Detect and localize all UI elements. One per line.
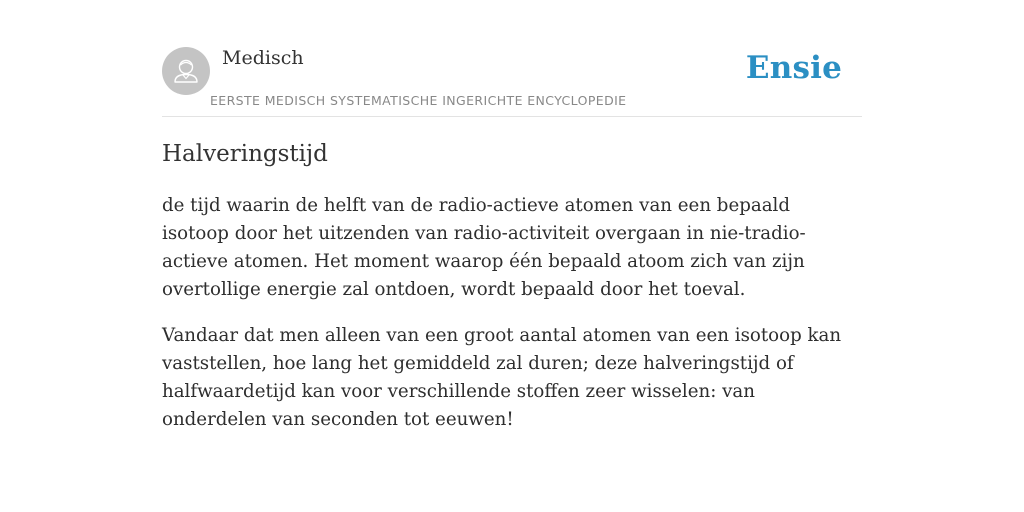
article-body: [162, 192, 862, 452]
user-icon: [162, 47, 210, 95]
article-paragraph: de tijd waarin de helft van de radio-actieve atomen van een bepaald isotoop door het uitzenden van radio-activiteit overgaan in nie-tradio-actieve atomen. Het moment waarop één bepaald atoom zich van zijn overtollige energie zal ontdoen, wordt bepaald door het toeval.: [162, 195, 806, 300]
article-title: Halveringstijd: [162, 141, 328, 167]
source-name[interactable]: Medisch: [222, 47, 304, 69]
ensie-logo[interactable]: Ensie: [745, 50, 842, 86]
page-header: [162, 46, 862, 117]
source-avatar[interactable]: [162, 47, 210, 95]
source-subtitle: EERSTE MEDISCH SYSTEMATISCHE INGERICHTE ENCYCLOPEDIE: [210, 93, 627, 108]
article-paragraph: Vandaar dat men alleen van een groot aantal atomen van een isotoop kan vaststellen, hoe lang het gemiddeld zal duren; deze halveringstijd of halfwaardetijd kan voor verschillende stoffen zeer wisselen: van onderdelen van seconden tot eeuwen!: [162, 325, 842, 430]
